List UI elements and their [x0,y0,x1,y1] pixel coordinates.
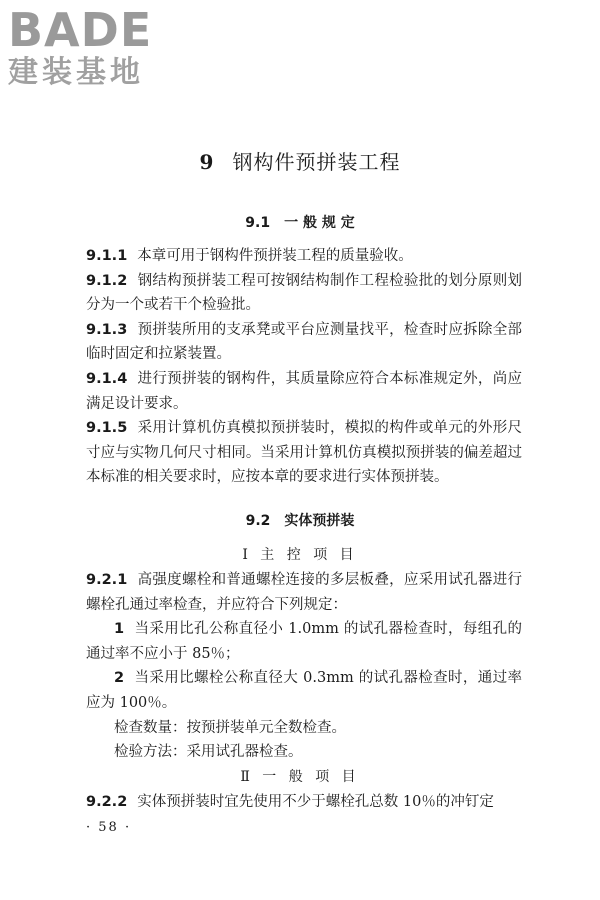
section-number: 9.2 [245,513,271,529]
section-9-2-main-body [86,568,522,765]
clause-text: 高强度螺栓和普通螺栓连接的多层板叠，应采用试孔器进行螺栓孔通过率检查，并应符合下列规定： [86,572,522,613]
section-title: 一 般 规 定 [284,215,355,231]
section-title: 实体预拼装 [284,513,355,529]
clause-number: 9.1.3 [86,321,128,338]
section-9-1-body [86,244,522,490]
section-9-2-heading [0,510,600,530]
section-9-1-heading [0,212,600,232]
item-text: 当采用比螺栓公称直径大 0.3mm 的试孔器检查时，通过率应为 100％。 [86,670,522,711]
clause-text: 实体预拼装时宜先使用不少于螺栓孔总数 10％的冲钉定 [137,794,494,810]
item-number: 1 [114,621,125,638]
clause-number: 9.1.1 [86,248,128,264]
item-text: 当采用比孔公称直径小 1.0mm 的试孔器检查时，每组孔的通过率不应小于 85％； [86,621,522,662]
page-number: · 58 · [86,820,132,835]
section-9-2-general-body [86,790,522,815]
clause-text: 进行预拼装的钢构件，其质量除应符合本标准规定外，尚应满足设计要求。 [86,370,522,412]
item-number: 2 [114,670,125,687]
clause-9-1-3 [86,318,522,367]
logo-wordmark: BADE [8,3,153,57]
clause-9-1-5 [86,416,522,490]
chapter-title-text: 钢构件预拼装工程 [232,150,401,174]
chapter-number: 9 [199,150,215,174]
general-items-heading: Ⅱ 一 般 项 目 [240,769,360,785]
clause-text: 钢结构预拼装工程可按钢结构制作工程检验批的划分原则划分为一个或若干个检验批。 [86,272,522,314]
clause-text: 本章可用于钢构件预拼装工程的质量验收。 [137,248,413,264]
main-control-items-heading: Ⅰ 主 控 项 目 [242,547,358,563]
clause-number: 9.1.2 [86,272,128,289]
clause-9-2-2 [86,790,522,815]
clause-9-1-4 [86,367,522,416]
clause-9-2-1 [86,568,522,617]
inspection-quantity: 检查数量：按预拼装单元全数检查。 [114,719,346,736]
clause-text: 采用计算机仿真模拟预拼装时，模拟的构件或单元的外形尺寸应与实物几何尺寸相同。当采用计算机仿真模拟预拼装的偏差超过本标准的相关要求时，应按本章的要求进行实体预拼装。 [86,420,522,486]
list-item [86,666,522,715]
clause-9-1-1 [86,244,522,269]
section-number: 9.1 [245,215,271,231]
clause-number: 9.2.2 [86,794,128,810]
bade-logo [8,3,153,90]
clause-number: 9.1.4 [86,370,128,387]
chapter-title [0,146,600,175]
clause-9-1-2 [86,269,522,318]
clause-number: 9.1.5 [86,420,128,437]
inspection-method: 检验方法：采用试孔器检查。 [114,744,303,761]
logo-subtitle: 建装基地 [8,55,144,90]
clause-text: 预拼装所用的支承凳或平台应测量找平，检查时应拆除全部临时固定和拉紧装置。 [86,321,522,363]
clause-number: 9.2.1 [86,572,128,588]
list-item [86,617,522,666]
